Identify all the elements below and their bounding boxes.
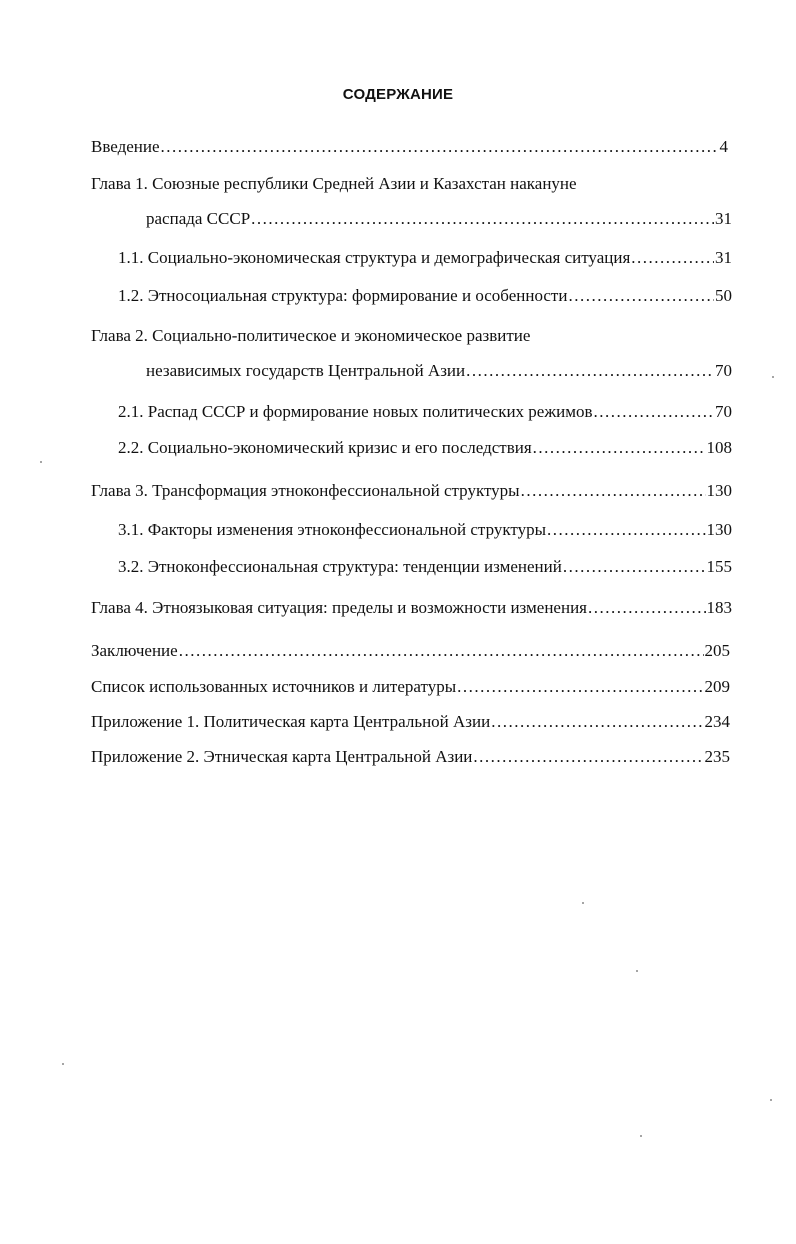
toc-entry-section-1-2[interactable] <box>118 286 732 306</box>
dot-leader <box>521 481 706 501</box>
scan-speck <box>40 461 42 463</box>
toc-entry-chapter-1[interactable] <box>146 209 732 229</box>
toc-page-number: 70 <box>715 361 732 380</box>
dot-leader <box>588 598 706 618</box>
dot-leader <box>568 286 714 306</box>
toc-entry-appendix-2[interactable] <box>91 747 730 767</box>
toc-entry-section-2-2[interactable] <box>118 438 732 458</box>
toc-entry-chapter-3[interactable] <box>91 481 732 501</box>
toc-entry-chapter-4[interactable] <box>91 598 732 618</box>
toc-page-number: 235 <box>704 747 730 766</box>
toc-page-number: 183 <box>706 598 732 617</box>
dot-leader <box>251 209 714 229</box>
toc-entry-section-3-2[interactable] <box>118 557 732 577</box>
toc-page-number: 50 <box>715 286 732 305</box>
toc-entry-label: Список использованных источников и литературы <box>91 677 457 696</box>
dot-leader <box>179 641 704 661</box>
toc-entry-label: 3.1. Факторы изменения этноконфессиональной структуры <box>118 520 547 539</box>
scan-speck <box>772 376 774 378</box>
dot-leader <box>457 677 703 697</box>
toc-chapter-1-title-line1[interactable]: Глава 1. Союзные республики Средней Азии и Казахстан накануне <box>91 174 577 193</box>
toc-chapter-2-title-line1[interactable]: Глава 2. Социально-политическое и экономическое развитие <box>91 326 531 345</box>
toc-entry-label: 1.1. Социально-экономическая структура и демографическая ситуация <box>118 248 631 267</box>
toc-page-number: 4 <box>719 137 728 156</box>
scan-speck <box>582 902 584 904</box>
toc-entry-label: Глава 4. Этноязыковая ситуация: пределы и возможности изменения <box>91 598 587 617</box>
scan-speck <box>640 1135 642 1137</box>
toc-entry-label: 2.2. Социально-экономический кризис и его последствия <box>118 438 532 457</box>
dot-leader <box>593 402 714 422</box>
dot-leader <box>491 712 703 732</box>
toc-entry-label: Заключение <box>91 641 178 660</box>
toc-entry-section-3-1[interactable] <box>118 520 732 540</box>
toc-page-number: 31 <box>715 209 732 228</box>
toc-entry-label: Приложение 1. Политическая карта Центральной Азии <box>91 712 491 731</box>
toc-page-number: 70 <box>715 402 732 421</box>
toc-entry-label: 1.2. Этносоциальная структура: формирование и особенности <box>118 286 568 305</box>
dot-leader <box>631 248 714 268</box>
toc-page-number: 234 <box>704 712 730 731</box>
dot-leader <box>466 361 714 381</box>
toc-entry-chapter-2[interactable] <box>146 361 732 381</box>
toc-page-number: 31 <box>715 248 732 267</box>
dot-leader <box>473 747 703 767</box>
toc-entry-label: независимых государств Центральной Азии <box>146 361 466 380</box>
toc-page-number: 209 <box>704 677 730 696</box>
dot-leader <box>547 520 705 540</box>
dot-leader <box>563 557 706 577</box>
toc-page-number: 205 <box>704 641 730 660</box>
toc-entry-section-1-1[interactable] <box>118 248 732 268</box>
toc-page-number: 130 <box>706 520 732 539</box>
dot-leader <box>161 137 719 157</box>
toc-entry-conclusion[interactable] <box>91 641 730 661</box>
toc-entry-section-2-1[interactable] <box>118 402 732 422</box>
toc-page-number: 108 <box>706 438 732 457</box>
dot-leader <box>533 438 706 458</box>
toc-page-number: 155 <box>706 557 732 576</box>
toc-page-number: 130 <box>706 481 732 500</box>
toc-entry-label: Приложение 2. Этническая карта Центральной Азии <box>91 747 473 766</box>
scan-speck <box>636 970 638 972</box>
toc-entry-label: распада СССР <box>146 209 251 228</box>
toc-entry-label: Введение <box>91 137 160 156</box>
toc-entry-appendix-1[interactable] <box>91 712 730 732</box>
toc-entry-label: 3.2. Этноконфессиональная структура: тенденции изменений <box>118 557 562 576</box>
scan-speck <box>62 1063 64 1065</box>
toc-entry-label: 2.1. Распад СССР и формирование новых политических режимов <box>118 402 593 421</box>
toc-entry-introduction[interactable] <box>91 137 728 157</box>
scan-speck <box>770 1099 772 1101</box>
page-title: СОДЕРЖАНИЕ <box>342 86 454 103</box>
toc-entry-sources[interactable] <box>91 677 730 697</box>
toc-entry-label: Глава 3. Трансформация этноконфессиональной структуры <box>91 481 520 500</box>
